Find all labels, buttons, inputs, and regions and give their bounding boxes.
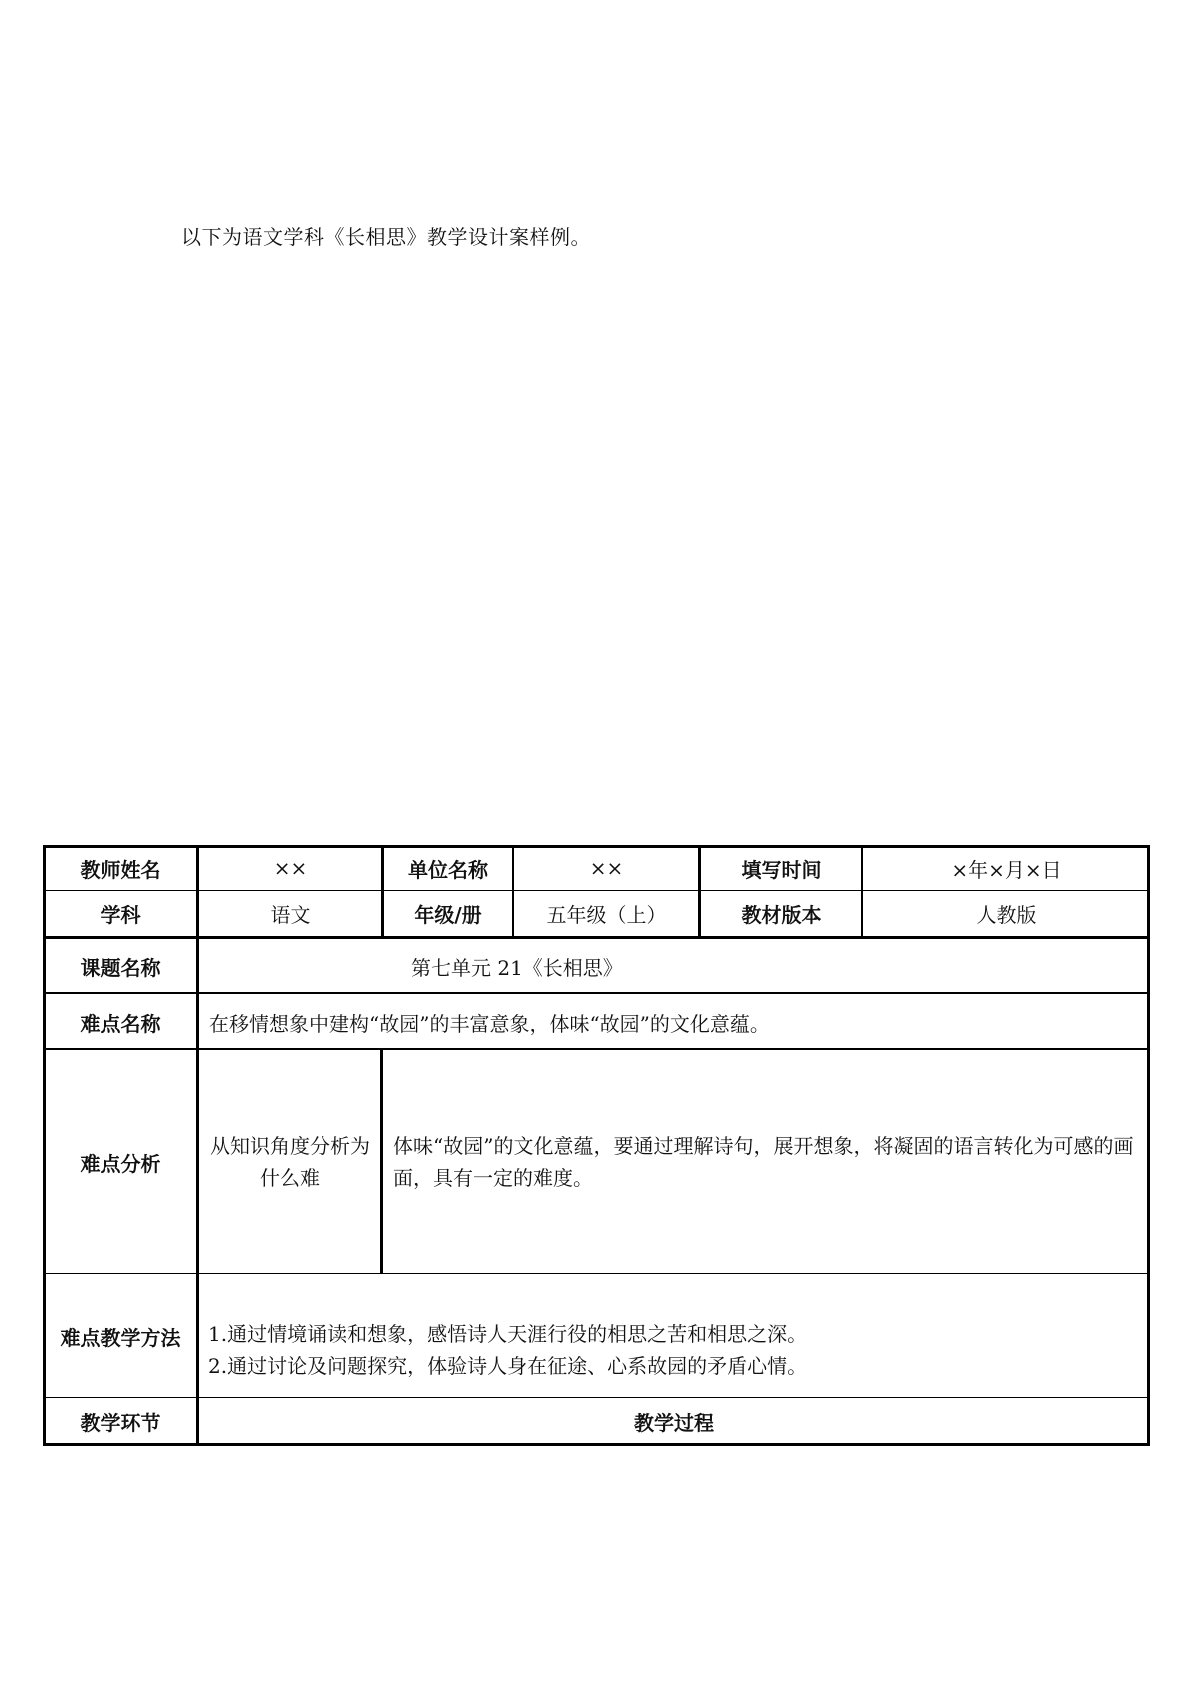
unit-name-value: ××: [589, 856, 624, 880]
topic-label: 课题名称: [80, 956, 161, 980]
lesson-design-table: [43, 845, 1150, 1446]
unit-name-label: 单位名称: [408, 857, 488, 882]
edition-label: 教材版本: [741, 903, 822, 927]
subject-value: 语文: [270, 903, 311, 927]
difficulty-label: 难点名称: [80, 1012, 161, 1036]
teacher-name-label: 教师姓名: [80, 857, 161, 882]
edition-value: 人教版: [976, 903, 1037, 927]
process-header: 教学过程: [634, 1410, 714, 1435]
grade-value: 五年级（上）: [546, 903, 667, 927]
grade-label: 年级/册: [414, 903, 482, 927]
topic-value: 第七单元 21《长相思》: [411, 956, 623, 980]
intro-text: 以下为语文学科《长相思》教学设计案样例。: [181, 225, 591, 249]
method-item: 2.通过讨论及问题探究，体验诗人身在征途、心系故园的矛盾心情。: [208, 1354, 808, 1378]
stage-label: 教学环节: [80, 1410, 161, 1435]
fill-time-label: 填写时间: [741, 857, 822, 882]
analysis-value: 体味“故园”的文化意蕴，要通过理解诗句，展开想象，将凝固的语言转化为可感的画面，具有一定的难度。: [393, 1134, 1134, 1190]
teacher-name-value: ××: [273, 856, 308, 880]
method-label: 难点教学方法: [60, 1325, 181, 1350]
fill-time-value: ×年×月×日: [951, 857, 1062, 882]
analysis-label: 难点分析: [80, 1151, 161, 1176]
method-item: 1.通过情境诵读和想象，感悟诗人天涯行役的相思之苦和相思之深。: [208, 1322, 808, 1346]
subject-label: 学科: [100, 903, 141, 927]
difficulty-value: 在移情想象中建构“故园”的丰富意象，体味“故园”的文化意蕴。: [209, 1012, 770, 1036]
method-list: [208, 1274, 1143, 1398]
analysis-sub-label: 从知识角度分析为什么难: [210, 1134, 370, 1190]
